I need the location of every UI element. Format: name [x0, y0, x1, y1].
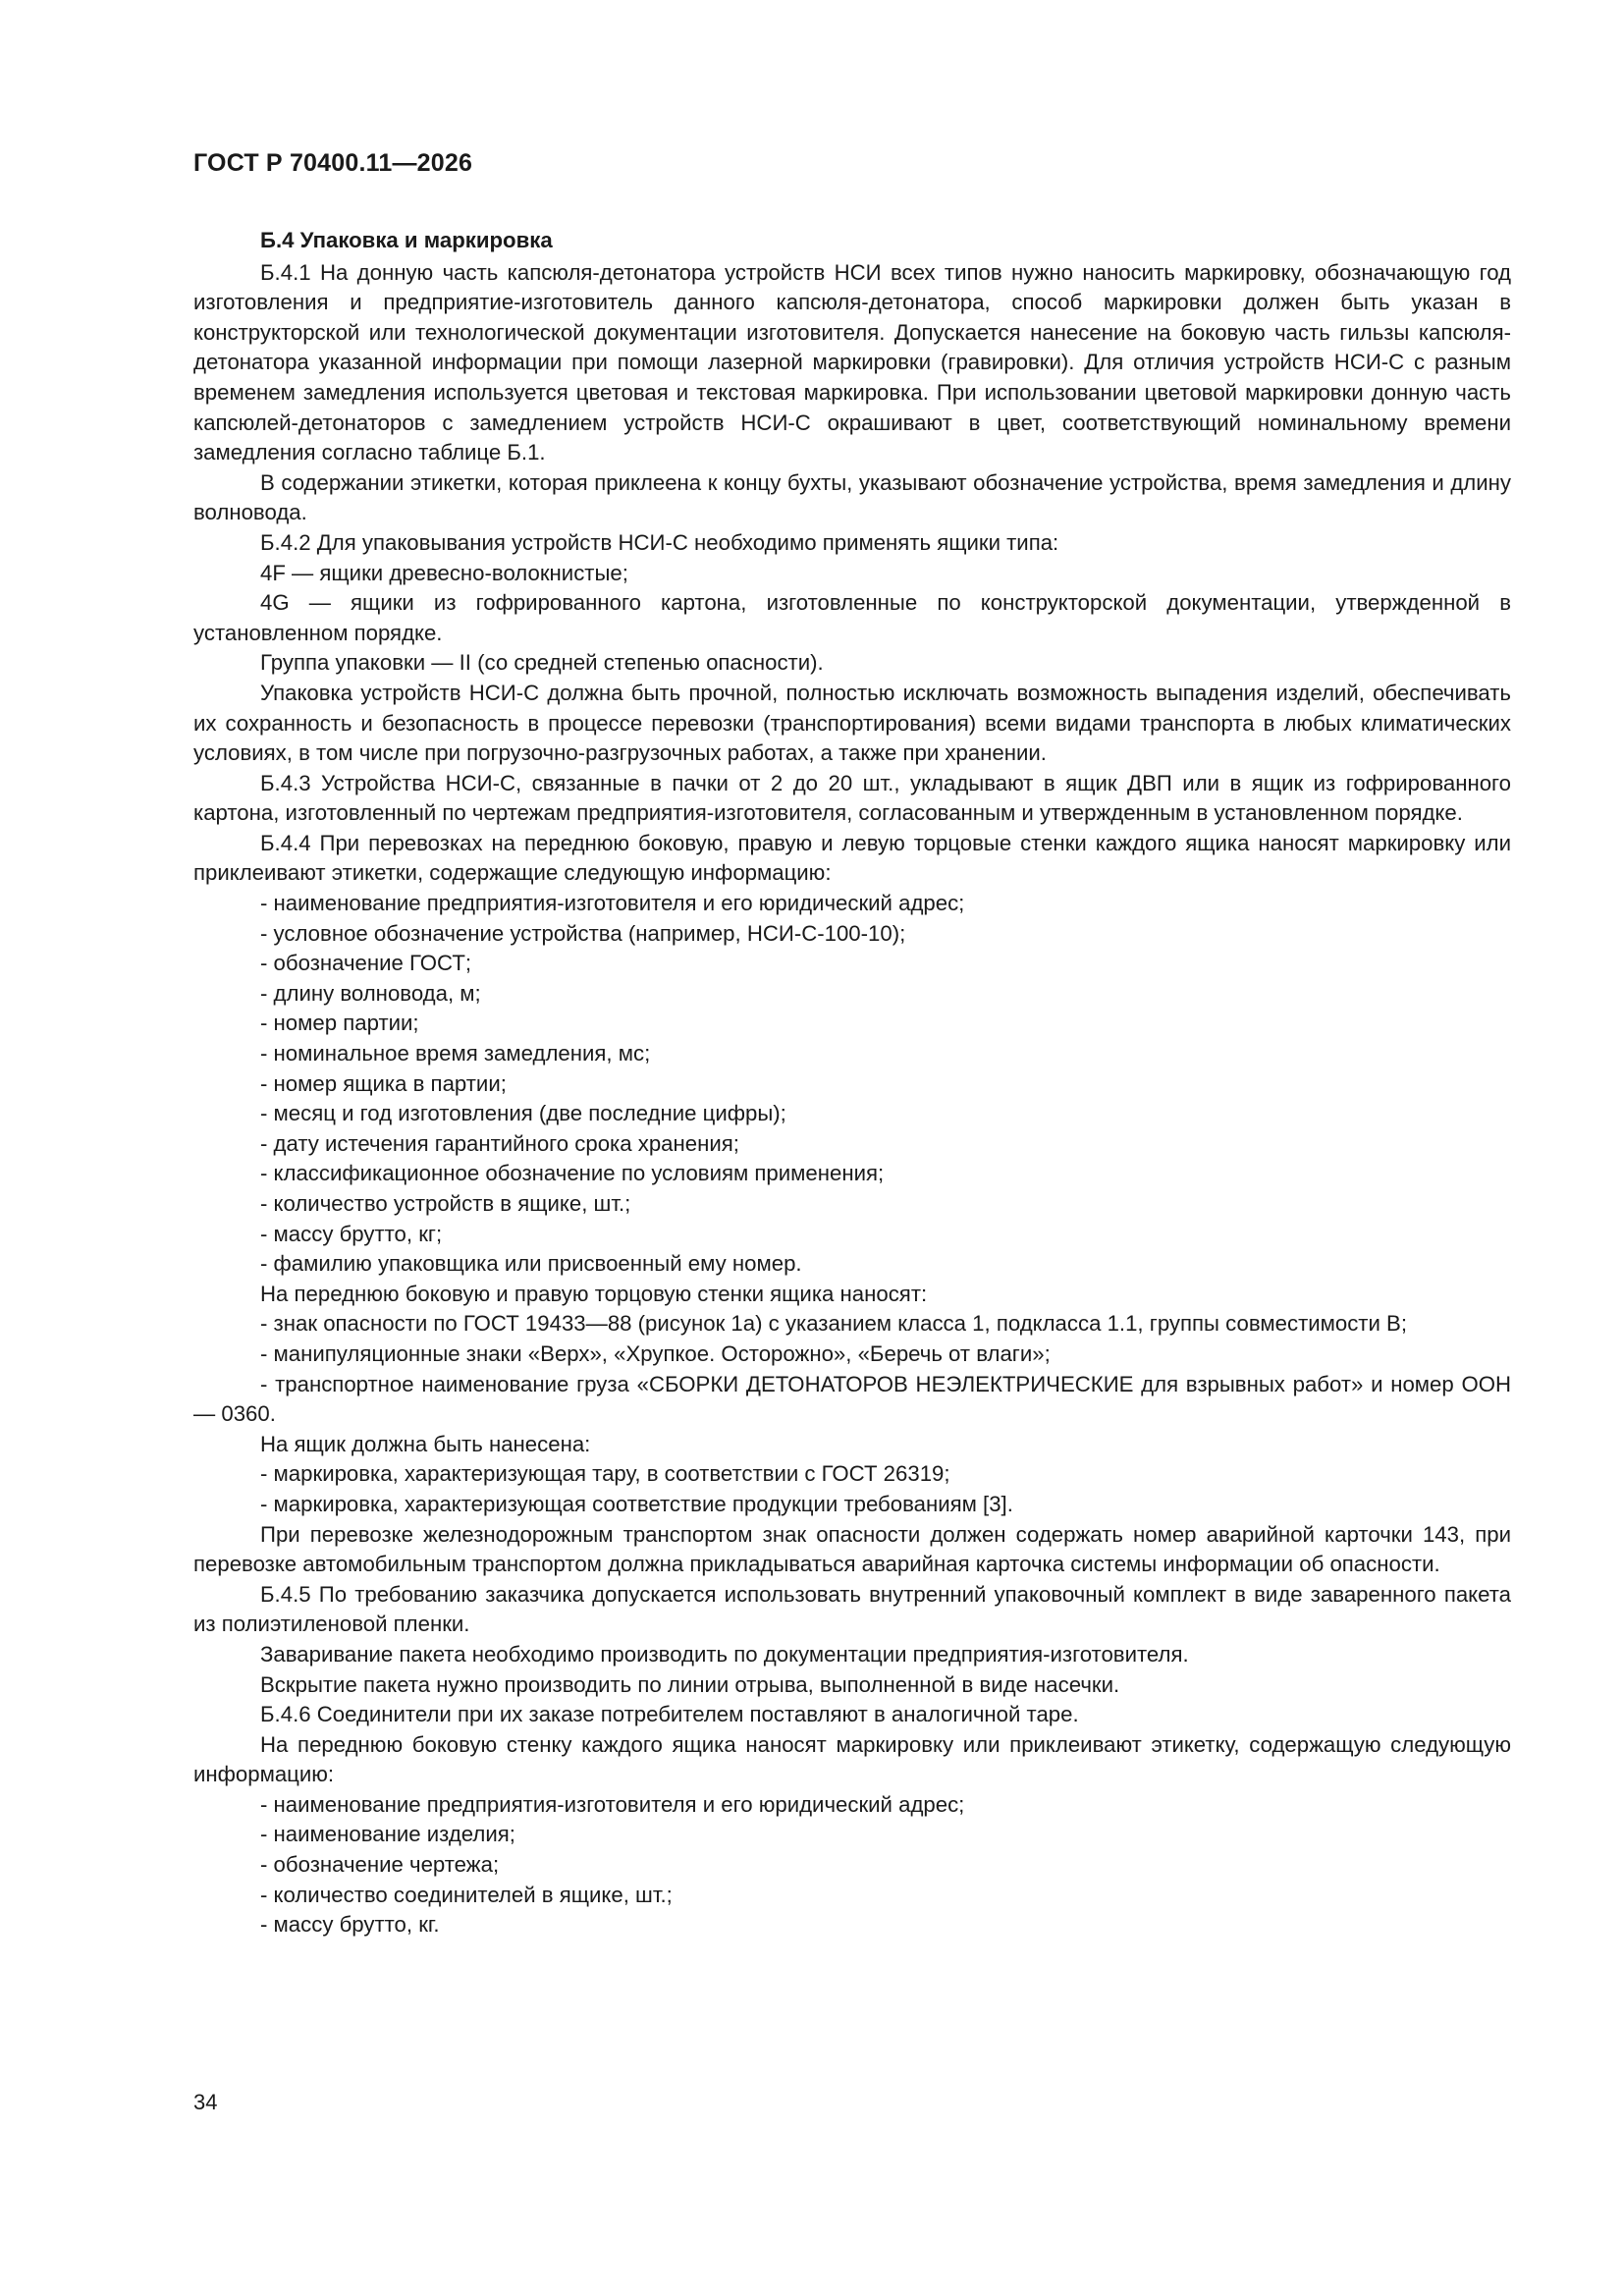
- document-header: ГОСТ Р 70400.11—2026: [193, 149, 473, 177]
- section-heading: Б.4 Упаковка и маркировка: [260, 228, 553, 252]
- page-number: 34: [193, 2090, 218, 2114]
- paragraph: На ящик должна быть нанесена:: [260, 1431, 591, 1456]
- list-item: - наименование изделия;: [260, 1822, 515, 1847]
- paragraph: Б.4.2 Для упаковывания устройств НСИ-С необходимо применять ящики типа:: [260, 529, 1059, 555]
- list-item: - длину волновода, м;: [260, 980, 481, 1006]
- list-item: - количество устройств в ящике, шт.;: [260, 1191, 631, 1216]
- paragraph: Группа упаковки — II (со средней степенью опасности).: [260, 650, 824, 676]
- paragraph: На переднюю боковую стенку каждого ящика наносят маркировку или приклеивают этикетку, содержащую следующую информацию:: [193, 1731, 1511, 1787]
- list-item: - количество соединителей в ящике, шт.;: [260, 1882, 673, 1907]
- list-item: - дату истечения гарантийного срока хранения;: [260, 1130, 739, 1156]
- list-item: - манипуляционные знаки «Верх», «Хрупкое. Осторожно», «Беречь от влаги»;: [260, 1340, 1051, 1366]
- list-item: - номер ящика в партии;: [260, 1070, 507, 1096]
- list-item: - массу брутто, кг;: [260, 1221, 443, 1246]
- paragraph: - транспортное наименование груза «СБОРКИ ДЕТОНАТОРОВ НЕЭЛЕКТРИЧЕСКИЕ для взрывных работ» и номер ООН — 0360.: [193, 1371, 1511, 1427]
- list-item: - маркировка, характеризующая соответствие продукции требованиям [3].: [260, 1491, 1013, 1516]
- paragraph: Б.4.3 Устройства НСИ-С, связанные в пачки от 2 до 20 шт., укладывают в ящик ДВП или в ящик из гофрированного картона, изготовленный по чертежам предприятия-изготовителя, согласованным и утвержденным в установленном порядке.: [193, 770, 1511, 826]
- paragraph: Б.4.4 При перевозках на переднюю боковую, правую и левую торцовые стенки каждого ящика наносят маркировку или приклеивают этикетки, содержащие следующую информацию:: [193, 830, 1511, 886]
- list-item: - обозначение ГОСТ;: [260, 951, 472, 976]
- list-item: - месяц и год изготовления (две последние цифры);: [260, 1101, 786, 1126]
- paragraph: Б.4.5 По требованию заказчика допускается использовать внутренний упаковочный комплект в виде заваренного пакета из полиэтиленовой пленки.: [193, 1581, 1511, 1637]
- paragraph: Упаковка устройств НСИ-С должна быть прочной, полностью исключать возможность выпадения изделий, обеспечивать их сохранность и безопасность в процессе перевозки (транспортирования) всеми видами транспорта в любых климатических условиях, в том числе при погрузочно-разгрузочных работах, а также при хранении.: [193, 680, 1511, 766]
- list-item: - классификационное обозначение по условиям применения;: [260, 1161, 885, 1186]
- list-item: - наименование предприятия-изготовителя и его юридический адрес;: [260, 891, 965, 916]
- list-item: - маркировка, характеризующая тару, в соответствии с ГОСТ 26319;: [260, 1461, 950, 1487]
- list-item: - массу брутто, кг.: [260, 1912, 440, 1938]
- paragraph: - знак опасности по ГОСТ 19433—88 (рисунок 1а) с указанием класса 1, подкласса 1.1, группы совместимости B;: [260, 1311, 1407, 1337]
- list-item: - номер партии;: [260, 1011, 419, 1036]
- paragraph: Вскрытие пакета нужно производить по линии отрыва, выполненной в виде насечки.: [260, 1671, 1120, 1697]
- paragraph: Б.4.6 Соединители при их заказе потребителем поставляют в аналогичной таре.: [260, 1702, 1079, 1727]
- list-item: - номинальное время замедления, мс;: [260, 1041, 651, 1066]
- list-item: - условное обозначение устройства (например, НСИ-С-100-10);: [260, 920, 906, 946]
- paragraph: В содержании этикетки, которая приклеена к концу бухты, указывают обозначение устройства, время замедления и длину волновода.: [193, 469, 1511, 525]
- paragraph-list: [193, 258, 1511, 1941]
- paragraph: 4G — ящики из гофрированного картона, изготовленные по конструкторской документации, утвержденной в установленном порядке.: [193, 590, 1511, 645]
- paragraph: Б.4.1 На донную часть капсюля-детонатора устройств НСИ всех типов нужно наносить маркировку, обозначающую год изготовления и предприятие-изготовитель данного капсюля-детонатора, способ маркировки должен быть указан в конструкторской или технологической документации изготовителя. Допускается нанесение на боковую часть гильзы капсюля-детонатора указанной информации при помощи лазерной маркировки (гравировки). Для отличия устройств НСИ-С с разным временем замедления используется цветовая и текстовая маркировка. При использовании цветовой маркировки донную часть капсюлей-детонаторов с замедлением устройств НСИ-С окрашивают в цвет, соответствующий номинальному времени замедления согласно таблице Б.1.: [193, 259, 1511, 465]
- list-item: - фамилию упаковщика или присвоенный ему номер.: [260, 1251, 802, 1277]
- list-item: - наименование предприятия-изготовителя и его юридический адрес;: [260, 1791, 965, 1817]
- list-item: - обозначение чертежа;: [260, 1852, 500, 1878]
- document-body: [193, 226, 1511, 1941]
- paragraph: Заваривание пакета необходимо производить по документации предприятия-изготовителя.: [260, 1641, 1189, 1667]
- paragraph: При перевозке железнодорожным транспортом знак опасности должен содержать номер аварийной карточки 143, при перевозке автомобильным транспортом должна прикладываться аварийная карточка системы информации об опасности.: [193, 1521, 1511, 1577]
- paragraph: 4F — ящики древесно-волокнистые;: [260, 560, 628, 585]
- paragraph: На переднюю боковую и правую торцовую стенки ящика наносят:: [260, 1281, 928, 1306]
